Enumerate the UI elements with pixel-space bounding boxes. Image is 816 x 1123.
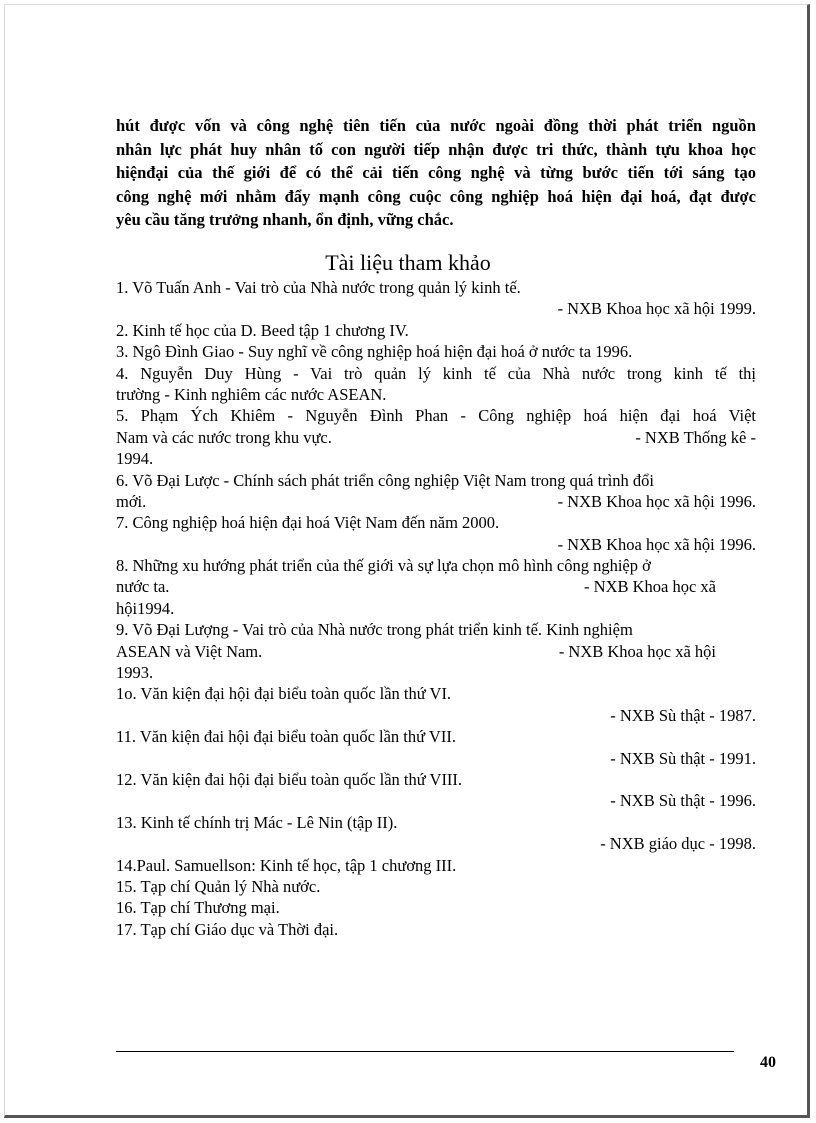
reference-6-publisher: - NXB Khoa học xã hội 1996. <box>557 491 756 511</box>
reference-11: 11. Văn kiện đai hội đại biểu toàn quốc lần thứ VII. <box>116 727 456 747</box>
reference-1-publisher: - NXB Khoa học xã hội 1999. <box>557 299 756 319</box>
intro-line: hút được vốn và công nghệ tiên tiến của nước ngoài đồng thời phát triển nguồn <box>116 116 756 135</box>
reference-5-line-2 <box>116 427 756 448</box>
reference-9-publisher: - NXB Khoa học xã hội <box>558 641 716 661</box>
reference-14: 14.Paul. Samuellson: Kinh tế học, tập 1 chương III. <box>116 855 457 875</box>
reference-8-text: nước ta. <box>116 577 170 597</box>
reference-8-line-2 <box>116 576 716 597</box>
reference-1: 1. Võ Tuấn Anh - Vai trò của Nhà nước trong quản lý kinh tế. <box>116 278 521 297</box>
reference-17: 17. Tạp chí Giáo dục và Thời đại. <box>116 919 339 939</box>
reference-9-line-1: 9. Võ Đại Lượng - Vai trò của Nhà nước trong phát triển kinh tế. Kinh nghiệm <box>116 620 633 640</box>
intro-line: công nghệ mới nhằm đẩy mạnh công cuộc công nghiệp hoá hiện đại hoá, đạt được <box>116 186 756 206</box>
reference-7: 7. Công nghiệp hoá hiện đại hoá Việt Nam đến năm 2000. <box>116 513 500 533</box>
reference-9-text: ASEAN và Việt Nam. <box>116 641 263 661</box>
reference-5-line-1: 5. Phạm Ých Khiêm - Nguyễn Đình Phan - Công nghiệp hoá hiện đại hoá Việt <box>116 406 756 426</box>
reference-13-publisher: - NXB giáo dục - 1998. <box>600 834 756 854</box>
intro-line: hiệnđại của thế giới để có thể cải tiến công nghệ và từng bước tiến tới sáng tạo <box>116 163 756 182</box>
reference-16: 16. Tạp chí Thương mại. <box>116 898 280 918</box>
reference-5-line-3: 1994. <box>116 449 154 469</box>
reference-5-text: Nam và các nước trong khu vực. <box>116 427 332 447</box>
reference-3: 3. Ngô Đình Giao - Suy nghĩ về công nghiệp hoá hiện đại hoá ở nước ta 1996. <box>116 342 633 362</box>
reference-7-publisher: - NXB Khoa học xã hội 1996. <box>557 534 756 554</box>
reference-11-publisher: - NXB Sù thật - 1991. <box>610 748 756 768</box>
reference-12-publisher: - NXB Sù thật - 1996. <box>610 791 756 811</box>
reference-4-line-1: 4. Nguyễn Duy Hùng - Vai trò quản lý kinh tế của Nhà nước trong kinh tế thị <box>116 363 756 383</box>
reference-6-line-2 <box>116 491 756 512</box>
intro-line: yêu cầu tăng trưởng nhanh, ổn định, vững chắc. <box>116 210 454 229</box>
references-title: Tài liệu tham khảo <box>325 250 491 275</box>
reference-9-line-3: 1993. <box>116 663 154 683</box>
intro-paragraph <box>116 114 756 232</box>
reference-8-publisher: - NXB Khoa học xã <box>584 577 716 597</box>
page-number: 40 <box>760 1054 776 1071</box>
reference-15: 15. Tạp chí Quản lý Nhà nước. <box>116 876 321 896</box>
reference-6-text: mới. <box>116 491 147 511</box>
reference-4-line-2: trường - Kinh nghiêm các nước ASEAN. <box>116 384 387 404</box>
reference-9-line-2 <box>116 641 716 662</box>
reference-12: 12. Văn kiện đai hội đại biểu toàn quốc lần thứ VIII. <box>116 769 463 789</box>
reference-8-line-1: 8. Những xu hướng phát triển của thế giới và sự lựa chọn mô hình công nghiệp ở <box>116 556 651 576</box>
reference-10-publisher: - NXB Sù thật - 1987. <box>610 705 756 725</box>
reference-6-line-1: 6. Võ Đại Lược - Chính sách phát triển công nghiệp Việt Nam trong quá trình đổi <box>116 470 655 490</box>
footer-rule <box>116 1051 734 1052</box>
reference-13: 13. Kinh tế chính trị Mác - Lê Nin (tập II). <box>116 812 398 832</box>
reference-2: 2. Kinh tế học của D. Beed tập 1 chương IV. <box>116 320 409 340</box>
reference-8-line-3: hội1994. <box>116 598 175 618</box>
references-list <box>116 277 756 940</box>
reference-10: 1o. Văn kiện đại hội đại biểu toàn quốc lần thứ VI. <box>116 684 452 704</box>
intro-line: nhân lực phát huy nhân tố con người tiếp nhận được tri thức, thành tựu khoa học <box>116 139 756 159</box>
reference-5-publisher: - NXB Thống kê - <box>635 427 756 447</box>
